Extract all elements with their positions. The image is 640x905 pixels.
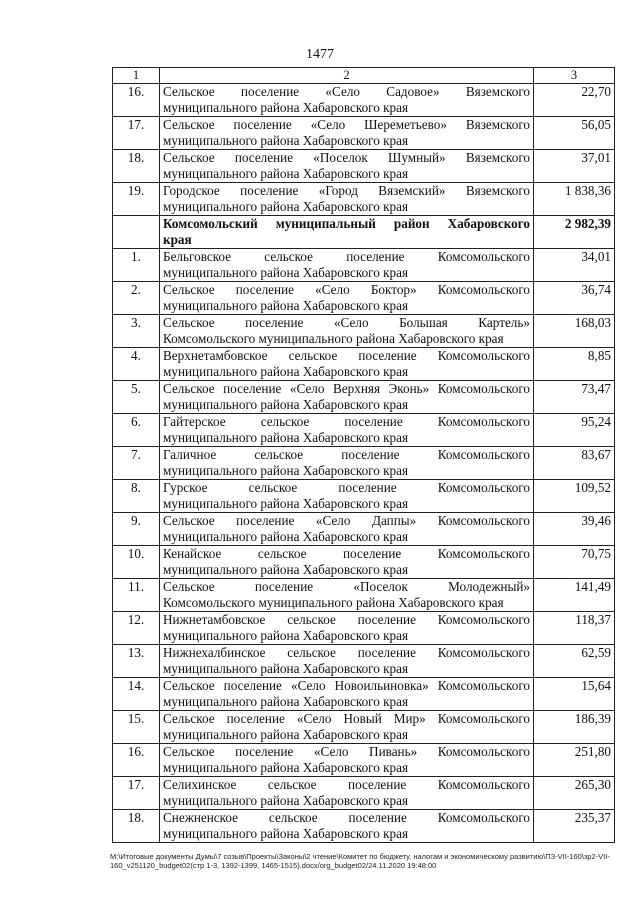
- settlement-name-line-1: Галичное сельское поселение Комсомольского: [163, 447, 530, 462]
- settlement-name-line-1: Нижнетамбовское сельское поселение Комсомольского: [163, 612, 530, 627]
- settlement-name: [160, 183, 534, 216]
- settlement-name-line-1: Верхнетамбовское сельское поселение Комсомольского: [163, 348, 530, 363]
- settlement-name-line-2: муниципального района Хабаровского края: [163, 529, 409, 544]
- table-row: [113, 381, 615, 414]
- table-row: [113, 150, 615, 183]
- settlement-name: [160, 150, 534, 183]
- amount-value: 2 982,39: [534, 216, 615, 249]
- amount-value: 141,49: [534, 579, 615, 612]
- table-row: [113, 447, 615, 480]
- settlement-name-line-1: Сельское поселение «Село Садовое» Вяземского: [163, 84, 530, 99]
- row-number: [113, 216, 160, 249]
- table-row: [113, 513, 615, 546]
- table-row: [113, 84, 615, 117]
- row-number: 13.: [113, 645, 160, 678]
- table-row: [113, 315, 615, 348]
- table-row: [113, 546, 615, 579]
- settlement-name-line-1: Нижнехалбинское сельское поселение Комсомольского: [163, 645, 530, 660]
- table-row: [113, 711, 615, 744]
- row-number: 11.: [113, 579, 160, 612]
- header-col-3: 3: [534, 68, 615, 84]
- amount-value: 39,46: [534, 513, 615, 546]
- settlement-name-line-1: Гурское сельское поселение Комсомольского: [163, 480, 530, 495]
- row-number: 10.: [113, 546, 160, 579]
- amount-value: 1 838,36: [534, 183, 615, 216]
- amount-value: 62,59: [534, 645, 615, 678]
- row-number: 16.: [113, 744, 160, 777]
- settlement-name-line-1: Сельское поселение «Село Даппы» Комсомольского: [163, 513, 530, 528]
- table-row: [113, 414, 615, 447]
- row-number: 14.: [113, 678, 160, 711]
- amount-value: 70,75: [534, 546, 615, 579]
- settlement-name: [160, 513, 534, 546]
- amount-value: 109,52: [534, 480, 615, 513]
- amount-value: 168,03: [534, 315, 615, 348]
- settlement-name-line-1: Сельское поселение «Село Шереметьево» Вяземского: [163, 117, 530, 132]
- row-number: 8.: [113, 480, 160, 513]
- settlement-name-line-1: Кенайское сельское поселение Комсомольского: [163, 546, 530, 561]
- settlement-name-line-2: муниципального района Хабаровского края: [163, 166, 409, 181]
- settlement-name-line-2: муниципального района Хабаровского края: [163, 727, 409, 742]
- settlement-name: [160, 117, 534, 150]
- amount-value: 186,39: [534, 711, 615, 744]
- row-number: 3.: [113, 315, 160, 348]
- settlement-name-line-1: Городское поселение «Город Вяземский» Вяземского: [163, 183, 530, 198]
- amount-value: 118,37: [534, 612, 615, 645]
- settlement-name-line-2: края: [163, 232, 192, 247]
- distribution-table: [112, 67, 615, 843]
- row-number: 5.: [113, 381, 160, 414]
- settlement-name: [160, 645, 534, 678]
- table-row: [113, 579, 615, 612]
- amount-value: 22,70: [534, 84, 615, 117]
- settlement-name-line-2: Комсомольского муниципального района Хабаровского края: [163, 595, 504, 610]
- settlement-name-line-1: Бельговское сельское поселение Комсомольского: [163, 249, 530, 264]
- settlement-name-line-1: Сельское поселение «Село Пивань» Комсомольского: [163, 744, 530, 759]
- row-number: 17.: [113, 777, 160, 810]
- settlement-name-line-2: муниципального района Хабаровского края: [163, 826, 409, 841]
- settlement-name-line-2: муниципального района Хабаровского края: [163, 694, 409, 709]
- amount-value: 251,80: [534, 744, 615, 777]
- settlement-name-line-1: Сельское поселение «Село Новоильиновка» Комсомольского: [163, 678, 530, 693]
- row-number: 19.: [113, 183, 160, 216]
- settlement-name: [160, 480, 534, 513]
- table-row: [113, 612, 615, 645]
- settlement-name-line-1: Снежненское сельское поселение Комсомольского: [163, 810, 530, 825]
- settlement-name: [160, 678, 534, 711]
- amount-value: 8,85: [534, 348, 615, 381]
- settlement-name-line-2: муниципального района Хабаровского края: [163, 364, 409, 379]
- table-section-row: [113, 216, 615, 249]
- settlement-name-line-1: Сельское поселение «Поселок Молодежный»: [163, 579, 530, 594]
- page-number: 1477: [306, 47, 334, 62]
- settlement-name-line-1: Селихинское сельское поселение Комсомольского: [163, 777, 530, 792]
- settlement-name-line-2: муниципального района Хабаровского края: [163, 430, 409, 445]
- settlement-name-line-2: муниципального района Хабаровского края: [163, 463, 409, 478]
- table-row: [113, 480, 615, 513]
- settlement-name-line-1: Сельское поселение «Село Новый Мир» Комсомольского: [163, 711, 530, 726]
- row-number: 17.: [113, 117, 160, 150]
- settlement-name-line-2: муниципального района Хабаровского края: [163, 397, 409, 412]
- settlement-name-line-2: муниципального района Хабаровского края: [163, 628, 409, 643]
- settlement-name-line-2: муниципального района Хабаровского края: [163, 562, 409, 577]
- settlement-name-line-2: муниципального района Хабаровского края: [163, 661, 409, 676]
- amount-value: 36,74: [534, 282, 615, 315]
- settlement-name-line-1: Сельское поселение «Село Боктор» Комсомольского: [163, 282, 530, 297]
- row-number: 4.: [113, 348, 160, 381]
- settlement-name: [160, 777, 534, 810]
- settlement-name-line-1: Комсомольский муниципальный район Хабаровского: [163, 216, 530, 231]
- file-path-footer: M:\Итоговые документы Думы\7 созыв\Проекты\Законы\2 чтение\Комитет по бюджету, налогам и экономическому развитию\ПЗ-VII-160\зр2-VII-160_v251120_budget02(стр 1-3, 1392-1399, 1465-1515).docx/org_budget02/24.11.2020 19:48:00: [110, 852, 610, 870]
- row-number: 18.: [113, 150, 160, 183]
- table-row: [113, 282, 615, 315]
- row-number: 9.: [113, 513, 160, 546]
- settlement-name: [160, 348, 534, 381]
- table-row: [113, 183, 615, 216]
- settlement-name-line-2: муниципального района Хабаровского края: [163, 100, 409, 115]
- settlement-name: [160, 414, 534, 447]
- settlement-name-line-1: Сельское поселение «Село Большая Картель»: [163, 315, 530, 330]
- row-number: 2.: [113, 282, 160, 315]
- table-row: [113, 249, 615, 282]
- settlement-name: [160, 810, 534, 843]
- table-row: [113, 777, 615, 810]
- settlement-name-line-1: Гайтерское сельское поселение Комсомольского: [163, 414, 530, 429]
- settlement-name: [160, 216, 534, 249]
- settlement-name-line-2: муниципального района Хабаровского края: [163, 265, 409, 280]
- row-number: 18.: [113, 810, 160, 843]
- amount-value: 37,01: [534, 150, 615, 183]
- settlement-name-line-2: муниципального района Хабаровского края: [163, 133, 409, 148]
- table-header-row: [113, 68, 615, 84]
- table-row: [113, 744, 615, 777]
- settlement-name-line-1: Сельское поселение «Поселок Шумный» Вяземского: [163, 150, 530, 165]
- settlement-name-line-2: муниципального района Хабаровского края: [163, 760, 409, 775]
- header-col-1: 1: [113, 68, 160, 84]
- settlement-name-line-2: муниципального района Хабаровского края: [163, 298, 409, 313]
- amount-value: 73,47: [534, 381, 615, 414]
- amount-value: 235,37: [534, 810, 615, 843]
- amount-value: 56,05: [534, 117, 615, 150]
- amount-value: 83,67: [534, 447, 615, 480]
- settlement-name: [160, 579, 534, 612]
- settlement-name: [160, 381, 534, 414]
- settlement-name-line-2: муниципального района Хабаровского края: [163, 496, 409, 511]
- table-row: [113, 348, 615, 381]
- row-number: 16.: [113, 84, 160, 117]
- row-number: 7.: [113, 447, 160, 480]
- amount-value: 34,01: [534, 249, 615, 282]
- header-col-2: 2: [160, 68, 534, 84]
- row-number: 12.: [113, 612, 160, 645]
- row-number: 6.: [113, 414, 160, 447]
- amount-value: 265,30: [534, 777, 615, 810]
- settlement-name: [160, 315, 534, 348]
- settlement-name: [160, 546, 534, 579]
- amount-value: 95,24: [534, 414, 615, 447]
- settlement-name: [160, 447, 534, 480]
- settlement-name: [160, 744, 534, 777]
- settlement-name-line-2: муниципального района Хабаровского края: [163, 199, 409, 214]
- table-row: [113, 645, 615, 678]
- settlement-name: [160, 249, 534, 282]
- amount-value: 15,64: [534, 678, 615, 711]
- row-number: 15.: [113, 711, 160, 744]
- table-row: [113, 117, 615, 150]
- settlement-name: [160, 612, 534, 645]
- table-row: [113, 810, 615, 843]
- settlement-name-line-2: Комсомольского муниципального района Хабаровского края: [163, 331, 504, 346]
- row-number: 1.: [113, 249, 160, 282]
- settlement-name-line-2: муниципального района Хабаровского края: [163, 793, 409, 808]
- settlement-name: [160, 282, 534, 315]
- settlement-name: [160, 84, 534, 117]
- table-row: [113, 678, 615, 711]
- settlement-name-line-1: Сельское поселение «Село Верхняя Эконь» Комсомольского: [163, 381, 530, 396]
- settlement-name: [160, 711, 534, 744]
